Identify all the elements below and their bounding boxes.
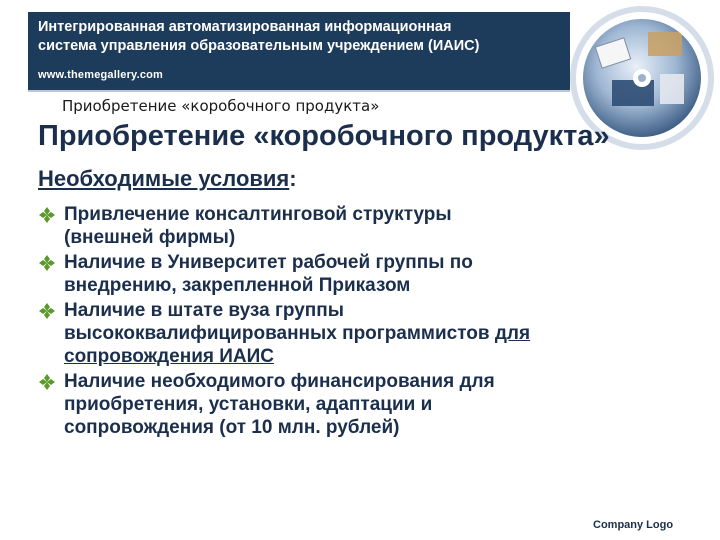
list-item-line: сопровождения ИАИС	[64, 346, 275, 367]
diamond-bullet-icon	[38, 374, 56, 390]
list-item-text: высококвалифицированных программистов	[64, 323, 495, 344]
conditions-heading-colon: :	[289, 166, 297, 191]
list-item-line: (внешней фирмы)	[64, 227, 236, 248]
header-title	[38, 18, 558, 56]
header-title-line1: Интегрированная автоматизированная информационная	[38, 19, 452, 35]
list-item-underlined-text: для	[494, 323, 531, 344]
diamond-bullet-icon	[38, 207, 56, 223]
list-item-line: Наличие в Университет рабочей группы по	[64, 252, 473, 273]
slide-title: Приобретение «коробочного продукта»	[38, 120, 610, 152]
conditions-heading-text: Необходимые условия	[38, 166, 290, 191]
header-url: www.themegallery.com	[38, 69, 164, 81]
list-item	[38, 203, 678, 249]
diamond-bullet-icon	[38, 255, 56, 271]
list-item-line: сопровождения (от 10 млн. рублей)	[64, 417, 400, 438]
list-item	[38, 370, 678, 439]
list-item-line: Привлечение консалтинговой структуры	[64, 204, 452, 225]
list-item-line: внедрению, закрепленной Приказом	[64, 275, 411, 296]
header-divider	[28, 90, 570, 92]
company-logo: Company Logo	[593, 519, 674, 531]
list-item-line	[64, 322, 678, 345]
list-item	[38, 299, 678, 368]
list-item-line: Наличие необходимого финансирования для	[64, 371, 495, 392]
diamond-bullet-icon	[38, 303, 56, 319]
list-item-line: Наличие в штате вуза группы	[64, 300, 344, 321]
list-item	[38, 251, 678, 297]
slide-subtitle: Приобретение «коробочного продукта»	[62, 97, 380, 115]
conditions-list	[38, 203, 678, 441]
header-title-line2: система управления образовательным учреждением (ИАИС)	[38, 38, 480, 54]
conditions-heading	[38, 166, 297, 192]
list-item-line: приобретения, установки, адаптации и	[64, 394, 433, 415]
